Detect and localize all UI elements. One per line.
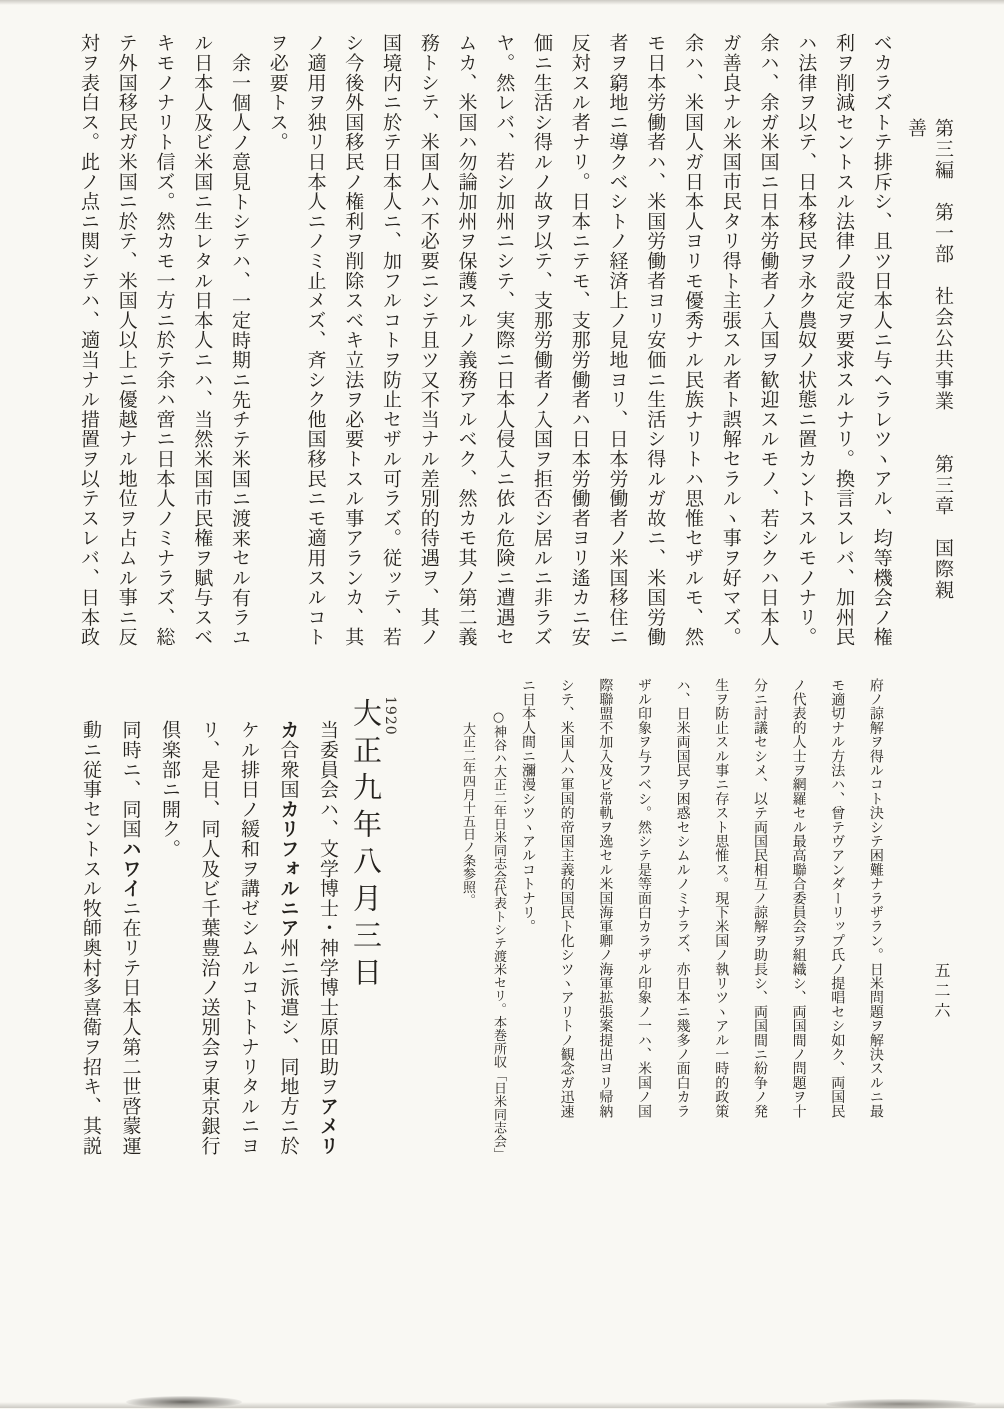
text-column: ムカ、米国ハ勿論加州ヲ保護スルノ義務アルベク、然カモ其ノ第二義 (455, 33, 478, 647)
scan-edge-top (0, 0, 1004, 5)
text-run: 同時ニ、同国 (119, 720, 142, 839)
text-column: ヤ。然レバ、若シ加州ニシテ、実際ニ日本人侵入ニ依ル危険ニ遭遇セ (493, 33, 516, 647)
text-column-paragraph-start: 余一個人ノ意見トシテハ、一定時期ニ先チテ米国ニ渡来セル有ラユ (229, 53, 251, 647)
quoted-document-block (78, 33, 892, 663)
text-column: 反対スル者ナリ。日本ニテモ、支那労働者ハ日本労働者ヨリ遙カニ安 (568, 33, 591, 647)
text-column (159, 720, 180, 1180)
text-column: シテ、米国人ハ軍国的帝国主義的国民ト化シツヽアリトノ観念ガ迅速 (558, 678, 575, 1119)
text-run: 当委員会ハ、文学博士・神学博士原田助ヲ (317, 720, 339, 1097)
text-column: 際聯盟不加入及ビ常軌ヲ逸セル米国海軍卿ノ海軍拡張案提出ヨリ帰納 (597, 678, 614, 1119)
text-run: リ、是日、同人及ビ千葉豊治ノ送別会ヲ東京銀行 (198, 720, 221, 1156)
text-run: 州ニ派遣シ、同地方ニ於 (277, 937, 300, 1156)
date-heading: 大正九年八月三日 (349, 698, 383, 994)
text-column (120, 720, 141, 1180)
body-paragraph-block (520, 678, 884, 1158)
text-run: 倶楽部ニ開ク。 (159, 720, 181, 859)
text-column: モ適切ナル方法ハ、曾テヴアンダーリップ氏ノ提唱セシ如ク、両国民 (829, 678, 846, 1119)
footnote-line: 大正二年四月十五日ノ条参照。 (460, 722, 475, 907)
text-column: ル日本人及ビ米国ニ生レタル日本人ニハ、当然米国市民権ヲ賦与スベ (191, 33, 214, 647)
text-run: ニ在リテ日本人第二世啓蒙運 (119, 898, 142, 1156)
page-number: 五二六 (932, 962, 951, 1022)
text-column: ベカラズトテ排斥シ、且ツ日本人ニ与ヘラレツヽアル、均等機会ノ権 (870, 33, 893, 647)
text-column: 国境内ニ於テ日本人ニ、加フルコトヲ防止セザル可ラズ。従ッテ、若 (380, 33, 402, 647)
event-entry-block (80, 720, 338, 1180)
text-column: ハ、日米両国民ヲ困惑セシムルノミナラズ、亦日本ニ幾多ノ面白カラ (674, 678, 691, 1119)
text-column: 余ハ、米国人ガ日本人ヨリモ優秀ナル民族ナリトハ思惟セザルモ、然 (682, 33, 704, 647)
text-column (317, 720, 338, 1180)
text-column: 余ハ、余ガ米国ニ日本労働者ノ入国ヲ歓迎スルモノ、若シクハ日本人 (757, 33, 780, 647)
text-column: ザル印象ヲ与フベシ。然シテ是等面白カラザル印象ノ一ハ、米国ノ国 (635, 678, 652, 1119)
text-column: ニ日本人間ニ瀰漫シツヽアルコトナリ。 (520, 678, 536, 934)
text-column (278, 720, 299, 1180)
year-sidenote: 1920 (382, 696, 398, 736)
text-run: 合衆国 (277, 739, 300, 800)
scan-edge-bottom (0, 1402, 1004, 1408)
emphasis-run: ハワイ (119, 838, 142, 899)
text-column: ガ善良ナル米国市民タリ得ト主張スル者ト誤解セラルヽ事ヲ好マズ。 (719, 33, 742, 647)
text-run: 動ニ従事セントスル牧師奥村多喜衛ヲ招キ、其説 (80, 720, 102, 1156)
text-column: 者ヲ窮地ニ導クベシトノ経済上ノ見地ヨリ、日本労働者ノ米国移住ニ (606, 33, 629, 647)
text-column (80, 720, 101, 1180)
text-run: ケル排日ノ緩和ヲ講ゼシムルコトトナリタルニヨ (238, 720, 260, 1156)
footnote-line: ○神谷ハ大正二年日米同志会代表トシテ渡米セリ。本巻所収「日米同志会」 (491, 710, 506, 1161)
text-column (199, 720, 220, 1180)
text-column (238, 720, 259, 1180)
text-column: キモノナリト信ズ。然カモ一方ニ於テ余ハ啻ニ日本人ノミナラズ、総 (153, 33, 176, 647)
emphasis-run: カリフォルニア (277, 799, 300, 938)
text-column: 対ヲ表白ス。此ノ点ニ関シテハ、適当ナル措置ヲ以テスレバ、日本政 (78, 33, 100, 647)
running-head: 第三編 第一部 社会公共事業 第三章 国際親善 (905, 118, 954, 601)
text-column: テ外国移民ガ米国ニ於テ、米国人以上ニ優越ナル地位ヲ占ムル事ニ反 (115, 33, 138, 647)
text-column: シ今後外国移民ノ権利ヲ削除スベキ立法ヲ必要トスル事アランカ、其 (342, 33, 365, 647)
text-column: 分ニ討議セシメ、以テ両国民相互ノ諒解ヲ助長シ、両国間ニ紛争ノ発 (751, 678, 768, 1119)
text-column: ノ適用ヲ独リ日本人ニノミ止メズ、斉シク他国移民ニモ適用スルコト (304, 33, 327, 647)
text-column: モ日本労働者ハ、米国労働者ヨリ安価ニ生活シ得ルガ故ニ、米国労働 (644, 33, 667, 647)
text-column: 価ニ生活シ得ルノ故ヲ以テ、支那労働者ノ入国ヲ拒否シ居ルニ非ラズ (531, 33, 553, 647)
text-column: ハ法律ヲ以テ、日本移民ヲ永ク農奴ノ状態ニ置カントスルモノナリ。 (795, 33, 818, 647)
text-column: 府ノ諒解ヲ得ルコト決シテ困難ナラザラン。日米問題ヲ解決スルニ最 (867, 678, 884, 1119)
text-column: ノ代表的人士ヲ網羅セル最高聯合委員会ヲ組織シ、両国間ノ問題ヲ十 (790, 678, 807, 1119)
text-column: 利ヲ削減セントスル法律ノ設定ヲ要求スルナリ。換言スレバ、加州民 (833, 33, 855, 647)
emphasis-run: アメリ (317, 1096, 339, 1156)
text-column: ヲ必要トス。 (266, 33, 289, 152)
text-column: 生ヲ防止スル事ニ存スト思惟ス。現下米国ノ執リツヽアル一時的政策 (713, 678, 730, 1119)
emphasis-run: カ (277, 720, 300, 740)
text-column: 務トシテ、米国人ハ不必要ニシテ且ツ又不当ナル差別的待遇ヲ、其ノ (417, 33, 440, 647)
